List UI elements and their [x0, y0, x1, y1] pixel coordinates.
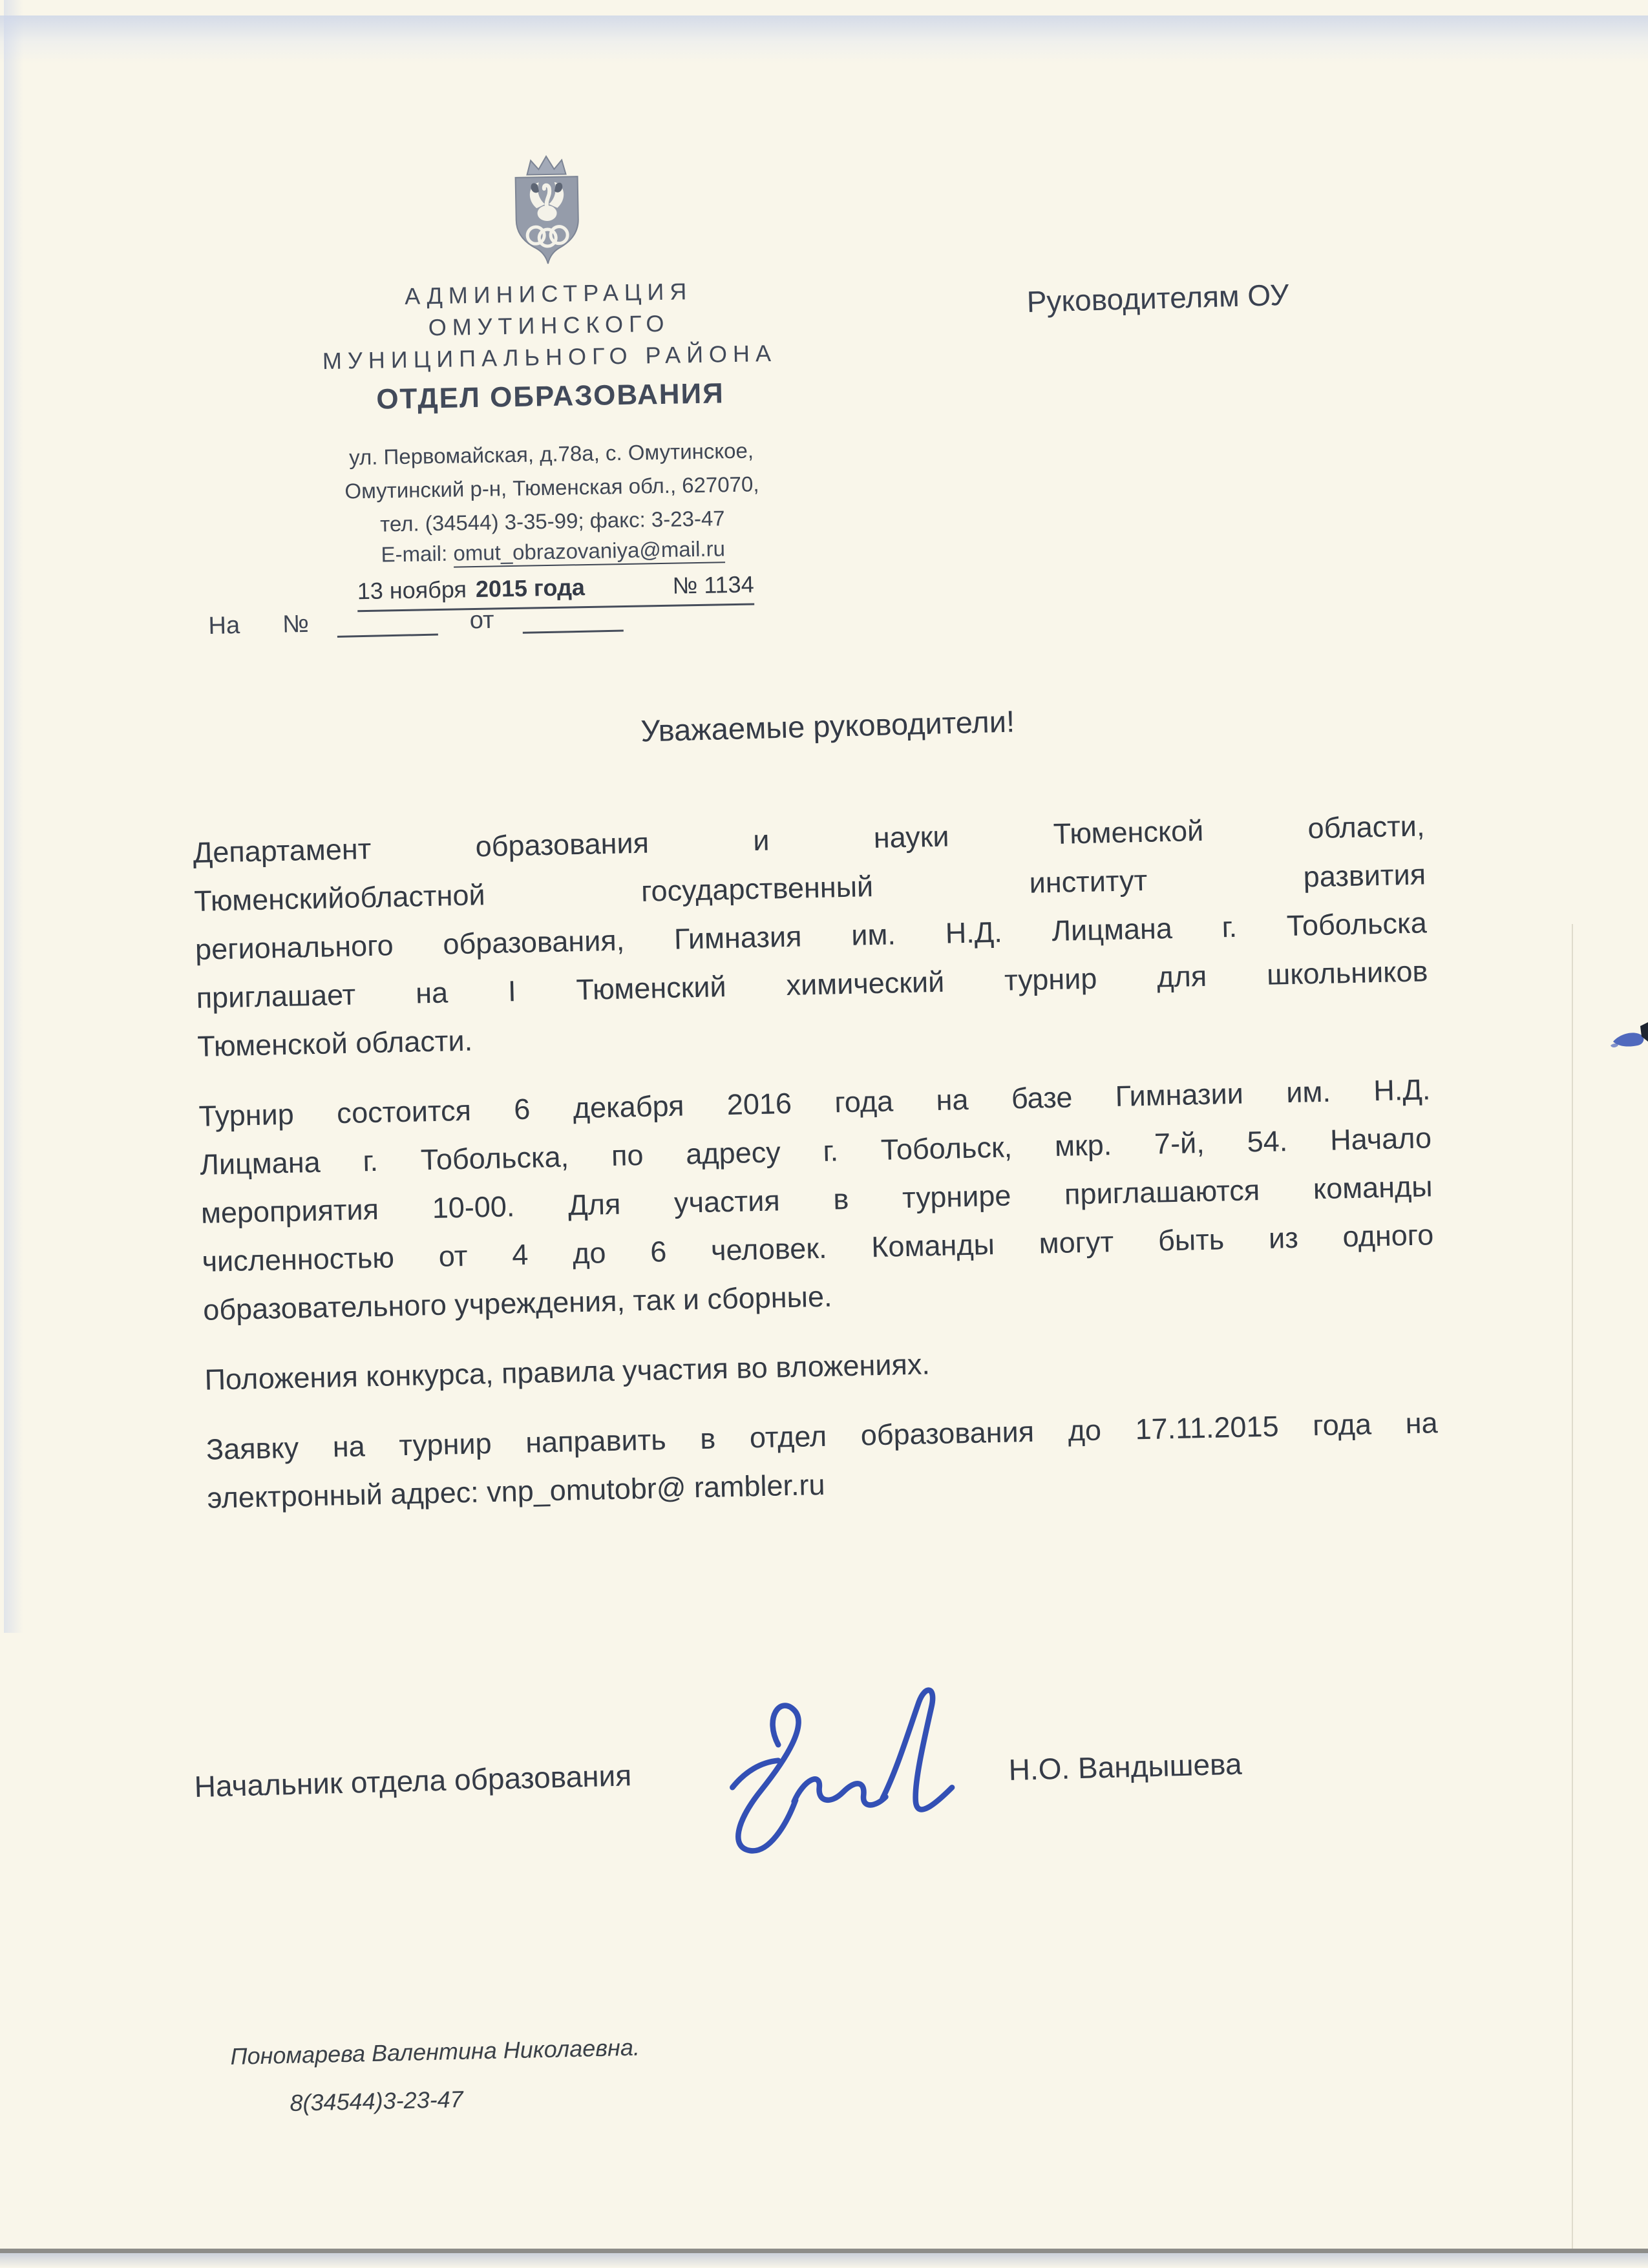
ref-na-label: На: [208, 611, 240, 640]
doc-number: № 1134: [672, 571, 754, 599]
paragraph-line: Тюменскийобластной государственный институт развития: [193, 857, 1426, 918]
email-label: E-mail:: [381, 541, 448, 567]
email-address: omut_obrazovaniya@mail.ru: [453, 536, 725, 567]
stray-ink-mark: [1608, 1020, 1648, 1058]
address-line-3: тел. (34544) 3-35-99; факс: 3-23-47: [379, 506, 725, 536]
scan-bottom-shadow: [0, 2253, 1648, 2268]
ref-ot-label: от: [469, 606, 494, 635]
letterhead: [223, 149, 877, 614]
org-name-line-3: МУНИЦИПАЛЬНОГО РАЙОНА: [322, 339, 777, 375]
ref-blank-date: [522, 602, 624, 634]
address-line-1: ул. Первомайская, д.78а, с. Омутинское,: [348, 438, 754, 470]
scan-right-edge-line: [1572, 924, 1573, 2249]
scan-bottom-edge-line: [0, 2249, 1648, 2253]
paragraph-line: регионального образования, Гимназия им. Н.Д. Лицмана г. Тобольска: [195, 906, 1428, 966]
paragraph-line: Тюменской области.: [196, 1024, 473, 1063]
signature-title: Начальник отдела образования: [194, 1758, 632, 1803]
signature-ink-icon: [685, 1652, 969, 1865]
address-line-2: Омутинский р-н, Тюменская обл., 627070,: [344, 472, 759, 503]
coat-of-arms-icon: [507, 154, 587, 267]
org-name-line-1: АДМИНИСТРАЦИЯ: [404, 278, 693, 310]
paragraph-line: Лицмана г. Тобольска, по адресу г. Тобольск, мкр. 7-й, 54. Начало: [199, 1121, 1432, 1181]
body-paragraph: [193, 801, 1430, 1070]
letter-date-year: 2015 года: [475, 574, 586, 603]
addressee: Руководителям ОУ: [1026, 277, 1290, 319]
ref-no-label: №: [282, 610, 310, 638]
paragraph-line: Заявку на турнир направить в отдел образования до 17.11.2015 года на: [206, 1406, 1439, 1466]
body-paragraph: [204, 1328, 1437, 1404]
address-block: [228, 432, 876, 543]
paragraph-line: Турнир состоится 6 декабря 2016 года на базе Гимназии им. Н.Д.: [198, 1073, 1431, 1133]
paragraph-line: Положения конкурса, правила участия во вложениях.: [204, 1347, 931, 1396]
letter-body: [193, 801, 1440, 1543]
department-name: ОТДЕЛ ОБРАЗОВАНИЯ: [375, 377, 725, 415]
footer-contact-phone: 8(34544)3-23-47: [290, 2085, 464, 2116]
ref-blank-number: [337, 605, 438, 638]
paragraph-line: мероприятия 10-00. Для участия в турнире приглашаются команды: [200, 1170, 1433, 1230]
letter-date: 13 ноября: [357, 576, 467, 605]
body-paragraph: [206, 1398, 1439, 1522]
paragraph-line: приглашает на I Тюменский химический турнир для школьников: [196, 954, 1428, 1014]
paragraph-line: численностью от 4 до 6 человек. Команды могут быть из одного: [202, 1218, 1434, 1278]
scan-top-shadow-band: [0, 16, 1648, 63]
signature-name: Н.О. Вандышева: [1008, 1747, 1243, 1787]
paragraph-line: образовательного учреждения, так и сборные.: [202, 1279, 832, 1327]
footer-contact-name: Пономарева Валентина Николаевна.: [230, 2033, 640, 2070]
body-paragraph: [198, 1065, 1435, 1334]
paragraph-line: Департамент образования и науки Тюменской области,: [193, 809, 1425, 869]
scan-left-shadow-band: [4, 0, 23, 1633]
salutation: Уважаемые руководители!: [640, 704, 1015, 748]
paragraph-line: электронный адрес: vnp_omutobr@ rambler.ru: [207, 1467, 826, 1515]
org-name-line-2: ОМУТИНСКОГО: [428, 310, 670, 341]
crest-crown: [527, 156, 565, 174]
